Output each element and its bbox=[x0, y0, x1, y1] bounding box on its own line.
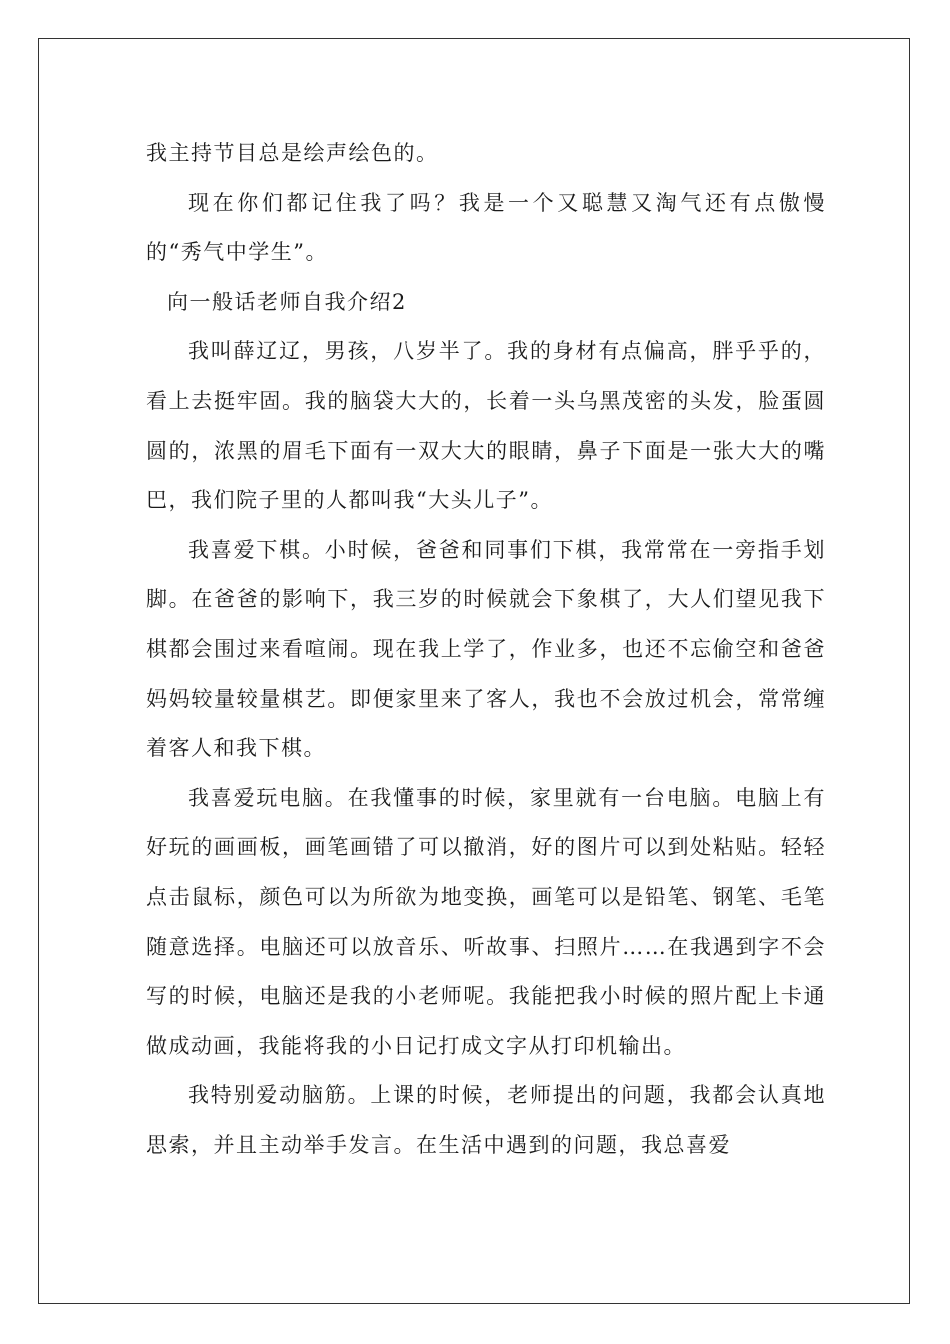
paragraph-appearance: 我叫薛辽辽，男孩，八岁半了。我的身材有点偏高，胖乎乎的，看上去挺牢固。我的脑袋大大的，长着一头乌黑茂密的头发，脸蛋圆圆的，浓黑的眉毛下面有一双大大的眼睛，鼻子下面是一张大大的嘴巴，我们院子里的人都叫我“大头儿子”。 bbox=[146, 339, 826, 513]
paragraph-thinking: 我特别爱动脑筋。上课的时候，老师提出的问题，我都会认真地思索，并且主动举手发言。在生活中遇到的问题，我总喜爱 bbox=[146, 1083, 826, 1157]
paragraph-closing: 现在你们都记住我了吗？我是一个又聪慧又淘气还有点傲慢的“秀气中学生”。 bbox=[146, 190, 826, 265]
paragraph-computer: 我喜爱玩电脑。在我懂事的时候，家里就有一台电脑。电脑上有好玩的画画板，画笔画错了可以撤消，好的图片可以到处粘贴。轻轻点击鼠标，颜色可以为所欲为地变换，画笔可以是铅笔、钢笔、毛笔随意选择。电脑还可以放音乐、听故事、扫照片……在我遇到字不会写的时候，电脑还是我的小老师呢。我能把我小时候的照片配上卡通做成动画，我能将我的小日记打成文字从打印机输出。 bbox=[146, 785, 826, 1058]
section-heading: 向一般话老师自我介绍2 bbox=[167, 289, 407, 314]
document-body bbox=[146, 129, 826, 1170]
paragraph-continuation: 我主持节目总是绘声绘色的。 bbox=[146, 141, 439, 165]
paragraph-chess: 我喜爱下棋。小时候，爸爸和同事们下棋，我常常在一旁指手划脚。在爸爸的影响下，我三岁的时候就会下象棋了，大人们望见我下棋都会围过来看喧闹。现在我上学了，作业多，也还不忘偷空和爸爸妈妈较量较量棋艺。即便家里来了客人，我也不会放过机会，常常缠着客人和我下棋。 bbox=[146, 537, 826, 761]
